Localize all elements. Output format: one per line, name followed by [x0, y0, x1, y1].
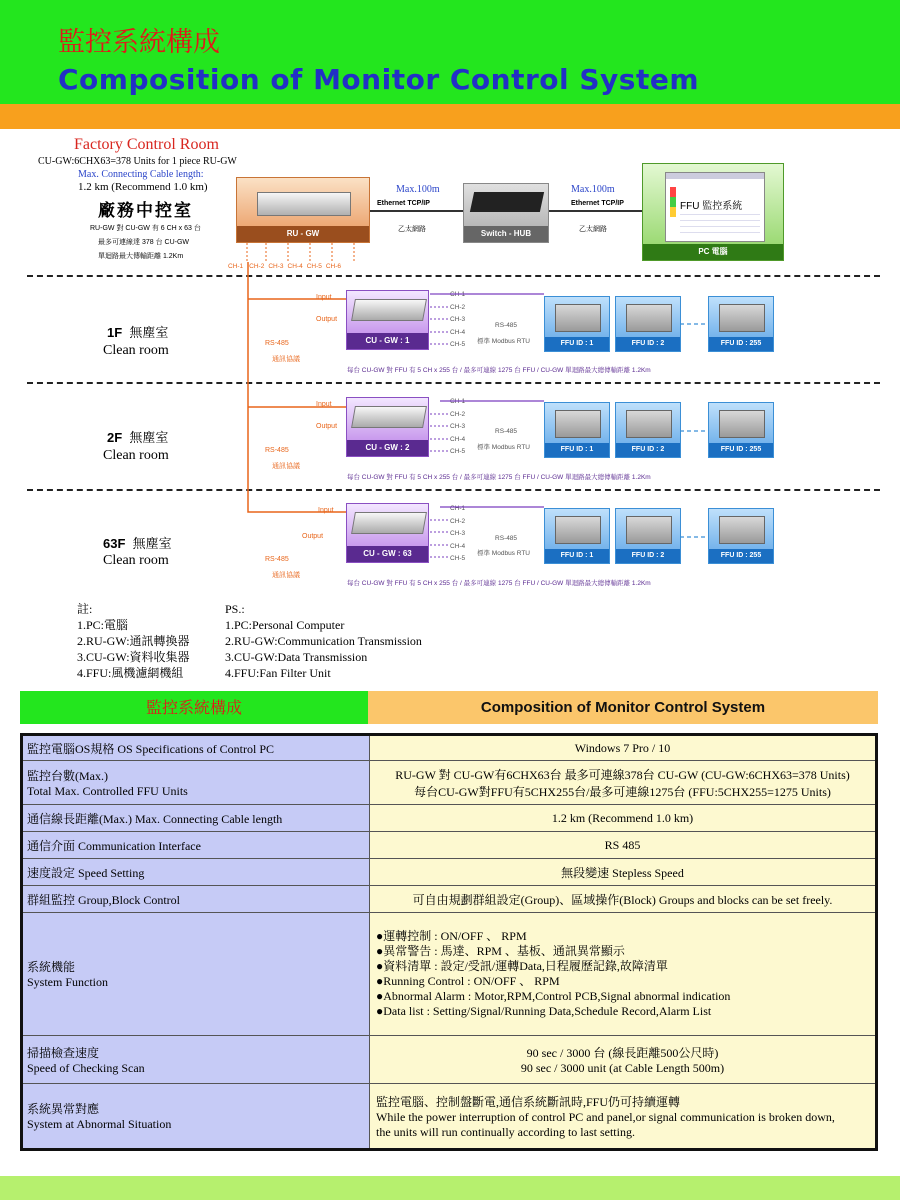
link2-zh: 乙太網路 — [579, 226, 607, 233]
ffu-label: FFU ID : 2 — [616, 337, 680, 351]
rs485-label: RS-485 — [265, 447, 289, 454]
link1-distance: Max.100m — [396, 184, 440, 195]
ffu-label: FFU ID : 255 — [709, 549, 773, 563]
input-label: Input — [318, 507, 334, 514]
rs485-label: RS-485 — [265, 556, 289, 563]
floor-number: 2F — [107, 430, 123, 445]
floor-name-zh: 無塵室 — [129, 326, 169, 341]
output-label: Output — [302, 533, 324, 540]
page-title-en: Composition of Monitor Control System — [58, 63, 700, 96]
ru-channel: CH-1 — [228, 263, 244, 270]
modbus-rs485: RS-485 — [495, 322, 518, 329]
pc-device — [642, 163, 784, 261]
spec-value: RS 485 — [370, 832, 877, 859]
ffu-label: FFU ID : 2 — [616, 549, 680, 563]
notes-zh-item: 2.RU-GW:通訊轉換器 — [77, 634, 190, 648]
factory-note-2: Max. Connecting Cable length: — [78, 169, 204, 180]
notes-en-item: 2.RU-GW:Communication Transmission — [225, 634, 422, 648]
table-row — [22, 913, 877, 1036]
floor-label — [107, 427, 168, 446]
cu-channels: CH-1 CH-2 CH-3 CH-4 CH-5 — [450, 505, 466, 562]
spec-value: 1.2 km (Recommend 1.0 km) — [370, 805, 877, 832]
cu-gw-device — [346, 397, 429, 457]
cu-channels: CH-1 CH-2 CH-3 CH-4 CH-5 — [450, 291, 466, 348]
floor-number: 1F — [107, 325, 123, 340]
ffu-label: FFU ID : 1 — [545, 443, 609, 457]
floor-number: 63F — [103, 536, 126, 551]
bottom-band — [0, 1176, 900, 1200]
switch-hub-device — [463, 183, 549, 243]
spec-value: 監控電腦、控制盤斷電,通信系統斷訊時,FFU仍可持續運轉 While the power interruption of control PC and panel,or signal communication is broken down, the units will run continually according to last setting. — [370, 1084, 877, 1150]
switch-image — [470, 192, 544, 212]
spec-header-zh: 監控系統構成 — [20, 691, 368, 724]
floor-name-zh: 無塵室 — [129, 431, 169, 446]
screen-status-bars — [670, 187, 676, 217]
spec-label: 系統異常對應 System at Abnormal Situation — [22, 1084, 370, 1150]
ru-channel-ticks — [236, 243, 376, 263]
input-label: Input — [316, 401, 332, 408]
floor-note: 每台 CU-GW 對 FFU 有 5 CH x 255 台 / 最多可連線 1275 台 FFU / CU-GW 單迴路最大總傳輸距離 1.2Km — [347, 474, 651, 481]
ru-channel: CH-4 — [287, 263, 303, 270]
notes-zh-item: 3.CU-GW:資料收集器 — [77, 650, 190, 664]
rs485-label: RS-485 — [265, 340, 289, 347]
ru-channel: CH-2 — [249, 263, 265, 270]
ru-channel: CH-6 — [325, 263, 342, 270]
comm-protocol-label: 通訊協議 — [272, 572, 300, 579]
spec-value: 可自由規劃群組設定(Group)、區域操作(Block) Groups and blocks can be set freely. — [370, 886, 877, 913]
table-row — [22, 1084, 877, 1150]
switch-label: Switch - HUB — [464, 226, 548, 242]
factory-note-zh-3: 單迴路最大傳輸距離 1.2Km — [98, 253, 184, 260]
floor-name-zh: 無塵室 — [132, 537, 172, 552]
screen-titlebar — [666, 173, 764, 179]
spec-label: 監控台數(Max.) Total Max. Controlled FFU Units — [22, 761, 370, 805]
factory-note-zh-2: 最多可連線達 378 台 CU-GW — [98, 239, 190, 246]
ethernet-line-2 — [549, 210, 642, 212]
modbus-rs485: RS-485 — [495, 535, 518, 542]
cu-gw-image — [351, 512, 427, 534]
pc-label: PC 電腦 — [643, 244, 783, 260]
spec-value-list: ●運轉控制 : ON/OFF 、 RPM ●異常警告 : 馬達、RPM 、基板、通訊異常顯示 ●資料清單 : 設定/受訊/運轉Data,日程履歷記錄,故障清單 ●Running Control : ON/OFF 、 RPM ●Abnormal Alarm : Motor,RPM,Control PCB,Signal abnormal indication ●Data list : Setting/Signal/Running Data,Schedule Record,Alarm List — [370, 913, 877, 1036]
table-row — [22, 1036, 877, 1084]
factory-note-3: 1.2 km (Recommend 1.0 km) — [78, 181, 208, 193]
cu-gw-image — [351, 299, 427, 321]
table-row — [22, 735, 877, 761]
comm-protocol-label: 通訊協議 — [272, 463, 300, 470]
link2-protocol: Ethernet TCP/IP — [571, 200, 624, 207]
ffu-label: FFU ID : 1 — [545, 549, 609, 563]
link1-zh: 乙太網路 — [398, 226, 426, 233]
notes-zh-title: 註: — [77, 602, 93, 616]
table-row — [22, 859, 877, 886]
notes-zh-item: 4.FFU:風機濾網機組 — [77, 666, 184, 680]
notes-en-title: PS.: — [225, 602, 245, 616]
output-label: Output — [316, 423, 338, 430]
modbus-label: 標準 Modbus RTU — [477, 444, 530, 451]
spec-header-en: Composition of Monitor Control System — [368, 691, 878, 724]
table-row — [22, 886, 877, 913]
bus-lines — [430, 286, 760, 586]
cu-gw-device — [346, 503, 429, 563]
trunk-lines — [240, 262, 350, 542]
page-title-zh: 監控系統構成 — [58, 27, 220, 58]
floor-label — [103, 533, 172, 552]
comm-protocol-label: 通訊協議 — [272, 356, 300, 363]
spec-label: 群組監控 Group,Block Control — [22, 886, 370, 913]
ffu-label: FFU ID : 255 — [709, 337, 773, 351]
ru-gw-device — [236, 177, 370, 243]
cu-gw-label: CU - GW : 2 — [347, 440, 428, 456]
spec-value: RU-GW 對 CU-GW有6CHX63台 最多可連線378台 CU-GW (CU-GW:6CHX63=378 Units) 每台CU-GW對FFU有5CHX255台/最多可連線1275台 (FFU:5CHX255=1275 Units) — [370, 761, 877, 805]
cu-gw-label: CU - GW : 63 — [347, 546, 428, 562]
cu-gw-label: CU - GW : 1 — [347, 333, 428, 349]
pc-screen-text: FFU 監控系統 — [680, 201, 743, 212]
cu-gw-device — [346, 290, 429, 350]
notes-en-item: 3.CU-GW:Data Transmission — [225, 650, 368, 664]
input-label: Input — [316, 294, 332, 301]
output-label: Output — [316, 316, 338, 323]
ffu-label: FFU ID : 1 — [545, 337, 609, 351]
spec-value: 無段變速 Stepless Speed — [370, 859, 877, 886]
ru-gw-image — [257, 192, 351, 216]
factory-room-title: Factory Control Room — [74, 136, 219, 153]
ffu-label: FFU ID : 2 — [616, 443, 680, 457]
spec-value: 90 sec / 3000 台 (線長距離500公尺時) 90 sec / 3000 unit (at Cable Length 500m) — [370, 1036, 877, 1084]
floor-note: 每台 CU-GW 對 FFU 有 5 CH x 255 台 / 最多可連線 1275 台 FFU / CU-GW 單迴路最大總傳輸距離 1.2Km — [347, 580, 651, 587]
separator — [27, 275, 880, 277]
floor-name-en: Clean room — [103, 448, 169, 463]
notes-en-item: 1.PC:Personal Computer — [225, 618, 345, 632]
notes-zh-item: 1.PC:電腦 — [77, 618, 129, 632]
spec-table — [20, 733, 878, 1151]
screen-grid — [680, 209, 760, 237]
cu-channels: CH-1 CH-2 CH-3 CH-4 CH-5 — [450, 398, 466, 455]
floor-name-en: Clean room — [103, 553, 169, 568]
table-row — [22, 832, 877, 859]
link1-protocol: Ethernet TCP/IP — [377, 200, 430, 207]
floor-note: 每台 CU-GW 對 FFU 有 5 CH x 255 台 / 最多可連線 1275 台 FFU / CU-GW 單迴路最大總傳輸距離 1.2Km — [347, 367, 651, 374]
spec-label: 監控電腦OS規格 OS Specifications of Control PC — [22, 735, 370, 761]
modbus-label: 標準 Modbus RTU — [477, 550, 530, 557]
notes-zh — [77, 601, 190, 681]
ffu-label: FFU ID : 255 — [709, 443, 773, 457]
ru-channel: CH-5 — [306, 263, 322, 270]
spec-label: 系統機能 System Function — [22, 913, 370, 1036]
ethernet-line-1 — [370, 210, 463, 212]
link2-distance: Max.100m — [571, 184, 615, 195]
factory-room-zh: 廠務中控室 — [98, 201, 193, 220]
spec-label: 速度設定 Speed Setting — [22, 859, 370, 886]
floor-name-en: Clean room — [103, 343, 169, 358]
floor-label — [107, 322, 168, 341]
spec-label: 通信介面 Communication Interface — [22, 832, 370, 859]
ru-channel: CH-3 — [268, 263, 284, 270]
modbus-rs485: RS-485 — [495, 428, 518, 435]
spec-label: 通信線長距離(Max.) Max. Connecting Cable length — [22, 805, 370, 832]
table-row — [22, 761, 877, 805]
spec-label: 掃描檢查速度 Speed of Checking Scan — [22, 1036, 370, 1084]
cu-gw-image — [351, 406, 427, 428]
factory-note-1: CU-GW:6CHX63=378 Units for 1 piece RU-GW — [38, 156, 237, 167]
notes-en — [225, 601, 422, 681]
notes-en-item: 4.FFU:Fan Filter Unit — [225, 666, 331, 680]
pc-screen — [665, 172, 765, 242]
modbus-label: 標準 Modbus RTU — [477, 338, 530, 345]
spec-value: Windows 7 Pro / 10 — [370, 735, 877, 761]
ru-gw-label: RU - GW — [237, 226, 369, 242]
table-row — [22, 805, 877, 832]
factory-note-zh-1: RU-GW 對 CU-GW 有 6 CH x 63 台 — [90, 225, 201, 232]
orange-band — [0, 104, 900, 129]
